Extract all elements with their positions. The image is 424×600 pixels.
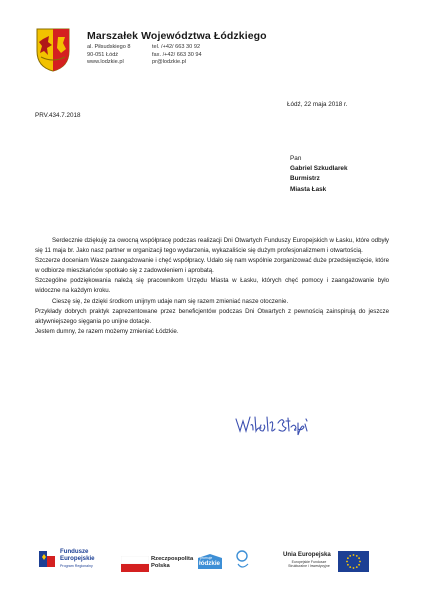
recipient-line: Gabriel Szkudlarek: [290, 165, 348, 173]
recipient-line: Miasta Łask: [290, 185, 327, 193]
phone-number: tel. /+42/ 663 30 92: [152, 44, 201, 50]
ue-sub-line2: Strukturalne i Inwestycyjne: [288, 564, 330, 569]
fe-line1: Fundusze: [60, 548, 89, 555]
ue-title: Unia Europejska: [283, 551, 331, 558]
rp-logo-text: [151, 556, 193, 571]
website-link[interactable]: www.lodzkie.pl: [87, 59, 124, 66]
org-address: [87, 44, 131, 67]
coat-of-arms-icon: [35, 27, 71, 73]
paragraph: Serdecznie dziękuję za owocną współpracę podczas realizacji Dni Otwartych Funduszy Europejskich w Łasku, które odbyły się 11 maja br. Jako nasz partner w organizacji tego wydarzenia, wykazaliście się dużym profesjonalizmem i otwartością.: [35, 237, 389, 255]
recipient-line: Pan: [290, 155, 302, 162]
address-street: al. Piłsudskiego 8: [87, 44, 131, 50]
paragraph: Szczególne podziękowania należą się pracownikom Urzędu Miasta w Łasku, których chęć pomocy i zaangażowanie było widoczne na każdym kroku.: [35, 277, 389, 295]
signature: [234, 411, 310, 439]
rp-line2: Polska: [151, 563, 170, 570]
letter-body: [35, 236, 389, 337]
rp-line1: Rzeczpospolita: [151, 556, 194, 562]
paragraph: Jestem dumny, że razem możemy zmieniać Łódzkie.: [35, 327, 179, 335]
lodzkie-logo: [196, 550, 253, 570]
ue-sub-line1: Europejskie Fundusze: [291, 560, 327, 564]
paragraph: Szczerze doceniam Wasze zaangażowanie i chęć współpracy. Udało się nam wspólnie zorganizować duże przedsięwzięcie, które w odbiorze mieszkańców spotkało się z zadowoleniem i aprobatą.: [35, 257, 389, 275]
polish-flag-icon: [121, 556, 149, 572]
region-small-text: promuje: [200, 556, 213, 560]
eu-flag-icon: [338, 551, 369, 572]
address-city: 90-051 Łódź: [87, 51, 119, 58]
reference-number: PRV.434.7.2018: [35, 112, 81, 119]
org-name: Marszałek Województwa Łódzkiego: [87, 30, 267, 42]
ue-subtitle: [282, 560, 336, 569]
org-contact: [152, 44, 202, 67]
recipient-block: [290, 154, 348, 195]
fe-logo-text: [60, 549, 95, 562]
fundusze-europejskie-icon: [38, 549, 57, 571]
fe-line2: Europejskie: [60, 554, 95, 562]
fax-number: fax. /+42/ 663 30 94: [152, 51, 202, 58]
region-text: łódzkie: [199, 560, 220, 567]
recipient-line: Burmistrz: [290, 175, 320, 183]
paragraph: Przykłady dobrych praktyk zaprezentowane przez beneficjentów podczas Dni Otwartych z pewnością zainspirują do jeszcze aktywniejszego sięgania po unijne dotacje.: [35, 307, 389, 325]
fe-logo-subtitle: Program Regionalny: [60, 564, 93, 568]
email-link[interactable]: pr@lodzkie.pl: [152, 59, 186, 66]
paragraph: Cieszę się, że dzięki środkom unijnym udaje nam się razem zmieniać nasze otoczenie.: [52, 297, 289, 305]
letter-date: Łódź, 22 maja 2018 r.: [287, 101, 348, 108]
